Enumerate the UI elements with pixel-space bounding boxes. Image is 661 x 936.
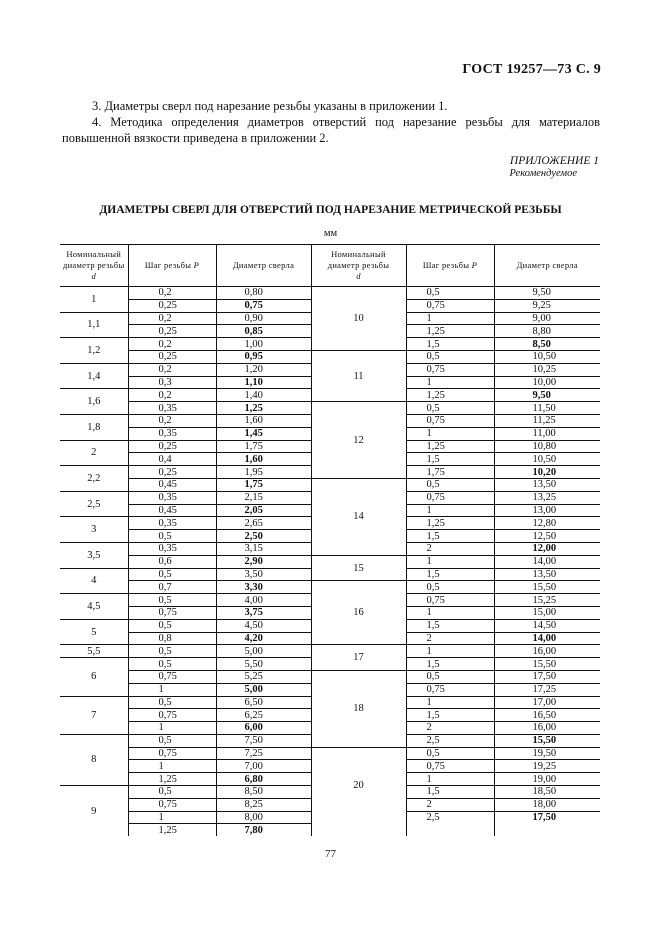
nominal-diameter-cell: 4,5 (60, 594, 128, 620)
table-row (60, 645, 600, 658)
thread-pitch-cell: 0,75 (406, 299, 494, 312)
nominal-diameter-cell: 1 (60, 287, 128, 313)
drill-diameter-cell: 1,95 (216, 466, 311, 479)
thread-pitch-cell: 1 (406, 504, 494, 517)
table-body (60, 287, 600, 837)
thread-pitch-cell: 1 (128, 722, 216, 735)
thread-pitch-cell: 1 (406, 606, 494, 619)
page-number: 77 (325, 848, 336, 860)
table-row (60, 747, 600, 760)
header-pitch-label: Шаг резьбы (422, 260, 470, 270)
header-pitch-symbol: P (471, 260, 478, 270)
header-nominal-symbol: d (91, 271, 97, 281)
thread-pitch-cell: 0,5 (128, 658, 216, 671)
thread-pitch-cell: 0,2 (128, 363, 216, 376)
thread-pitch-cell: 0,25 (128, 440, 216, 453)
drill-diameter-cell: 1,60 (216, 414, 311, 427)
drill-diameter-cell: 5,50 (216, 658, 311, 671)
appendix-status: Рекомендуемое (509, 168, 577, 179)
nominal-diameter-cell: 1,2 (60, 338, 128, 364)
thread-pitch-cell: 0,35 (128, 517, 216, 530)
thread-pitch-cell: 0,5 (406, 747, 494, 760)
thread-pitch-cell: 0,5 (406, 581, 494, 594)
drill-diameter-cell: 11,00 (494, 427, 600, 440)
thread-pitch-cell: 1 (128, 811, 216, 824)
thread-pitch-cell: 0,5 (128, 530, 216, 543)
header-pitch-symbol: P (193, 260, 200, 270)
thread-pitch-cell: 1,25 (128, 824, 216, 836)
thread-pitch-cell: 0,35 (128, 402, 216, 415)
drill-diameter-cell: 1,10 (216, 376, 311, 389)
drill-diameter-cell: 10,80 (494, 440, 600, 453)
thread-pitch-cell: 0,75 (406, 414, 494, 427)
thread-pitch-cell: 1,75 (406, 466, 494, 479)
drill-diameter-cell: 10,50 (494, 350, 600, 363)
drill-diameter-cell: 15,25 (494, 594, 600, 607)
thread-pitch-cell: 0,5 (128, 786, 216, 799)
nominal-diameter-cell: 1,6 (60, 389, 128, 415)
thread-pitch-cell: 1,25 (406, 325, 494, 338)
drill-diameter-cell: 3,50 (216, 568, 311, 581)
thread-pitch-cell: 1,25 (406, 440, 494, 453)
thread-pitch-cell: 0,2 (128, 312, 216, 325)
nominal-diameter-cell: 1,8 (60, 414, 128, 440)
thread-pitch-cell: 0,7 (128, 581, 216, 594)
thread-pitch-cell: 0,75 (128, 798, 216, 811)
drill-diameter-cell: 2,15 (216, 491, 311, 504)
thread-pitch-cell: 1,5 (406, 786, 494, 799)
empty-cell (406, 824, 494, 836)
thread-pitch-cell: 2 (406, 542, 494, 555)
drill-diameter-cell: 2,50 (216, 530, 311, 543)
drill-diameter-cell: 4,50 (216, 619, 311, 632)
header-drill-left: Диаметр сверла (216, 245, 311, 287)
drill-diameter-cell: 9,50 (494, 389, 600, 402)
thread-pitch-cell: 2 (406, 722, 494, 735)
drill-diameter-table (60, 244, 600, 836)
thread-pitch-cell: 0,75 (406, 683, 494, 696)
thread-pitch-cell: 0,25 (128, 325, 216, 338)
header-nominal-right (311, 245, 406, 287)
thread-pitch-cell: 1,25 (406, 517, 494, 530)
drill-diameter-cell: 10,20 (494, 466, 600, 479)
drill-diameter-cell: 0,90 (216, 312, 311, 325)
drill-diameter-cell: 0,75 (216, 299, 311, 312)
drill-diameter-cell: 5,00 (216, 645, 311, 658)
drill-diameter-cell: 3,75 (216, 606, 311, 619)
drill-diameter-cell: 3,15 (216, 542, 311, 555)
drill-diameter-cell: 19,25 (494, 760, 600, 773)
thread-pitch-cell: 2,5 (406, 734, 494, 747)
drill-diameter-cell: 7,25 (216, 747, 311, 760)
drill-diameter-cell: 14,00 (494, 632, 600, 645)
empty-cell (494, 824, 600, 836)
drill-diameter-cell: 4,20 (216, 632, 311, 645)
thread-pitch-cell: 0,75 (128, 606, 216, 619)
thread-pitch-cell: 2 (406, 632, 494, 645)
drill-diameter-cell: 15,00 (494, 606, 600, 619)
thread-pitch-cell: 1,5 (406, 453, 494, 466)
nominal-diameter-cell: 1,1 (60, 312, 128, 338)
nominal-diameter-cell: 20 (311, 747, 406, 824)
thread-pitch-cell: 0,2 (128, 389, 216, 402)
nominal-diameter-cell: 5 (60, 619, 128, 645)
drill-diameter-cell: 15,50 (494, 581, 600, 594)
drill-diameter-cell: 2,65 (216, 517, 311, 530)
nominal-diameter-cell: 10 (311, 287, 406, 351)
paragraph-4: 4. Методика определения диаметров отверстий под нарезание резьбы для материалов повышенной вязкости приведена в приложении 2. (62, 115, 600, 145)
nominal-diameter-cell: 2 (60, 440, 128, 466)
thread-pitch-cell: 0,75 (406, 363, 494, 376)
thread-pitch-cell: 1 (406, 555, 494, 568)
thread-pitch-cell: 0,5 (406, 478, 494, 491)
thread-pitch-cell: 0,2 (128, 338, 216, 351)
thread-pitch-cell: 1 (128, 683, 216, 696)
table-row (60, 478, 600, 491)
header-pitch-right (406, 245, 494, 287)
thread-pitch-cell: 1,5 (406, 619, 494, 632)
drill-diameter-cell: 1,75 (216, 478, 311, 491)
header-pitch-label: Шаг резьбы (144, 260, 192, 270)
table-row (60, 581, 600, 594)
header-pitch-left (128, 245, 216, 287)
thread-pitch-cell: 0,5 (406, 670, 494, 683)
thread-pitch-cell: 2,5 (406, 811, 494, 824)
thread-pitch-cell: 0,3 (128, 376, 216, 389)
drill-diameter-cell: 5,25 (216, 670, 311, 683)
drill-diameter-cell: 15,50 (494, 734, 600, 747)
nominal-diameter-cell: 1,4 (60, 363, 128, 389)
thread-pitch-cell: 0,75 (406, 594, 494, 607)
table-row (60, 555, 600, 568)
drill-diameter-cell: 6,25 (216, 709, 311, 722)
drill-diameter-cell: 17,50 (494, 811, 600, 824)
drill-diameter-cell: 16,00 (494, 722, 600, 735)
thread-pitch-cell: 1,5 (406, 658, 494, 671)
thread-pitch-cell: 0,5 (128, 594, 216, 607)
nominal-diameter-cell: 16 (311, 581, 406, 645)
table-units: мм (323, 228, 338, 239)
drill-diameter-cell: 12,80 (494, 517, 600, 530)
thread-pitch-cell: 0,4 (128, 453, 216, 466)
table-title: ДИАМЕТРЫ СВЕРЛ ДЛЯ ОТВЕРСТИЙ ПОД НАРЕЗАНИЕ МЕТРИЧЕСКОЙ РЕЗЬБЫ (99, 204, 562, 216)
table-row (60, 670, 600, 683)
drill-diameter-cell: 11,25 (494, 414, 600, 427)
thread-pitch-cell: 1,5 (406, 709, 494, 722)
drill-diameter-cell: 10,50 (494, 453, 600, 466)
drill-diameter-cell: 7,50 (216, 734, 311, 747)
drill-diameter-cell: 6,00 (216, 722, 311, 735)
table-header-row (60, 245, 600, 287)
header-nominal-line1: Номинальный (331, 249, 386, 259)
drill-diameter-cell: 4,00 (216, 594, 311, 607)
nominal-diameter-cell: 2,2 (60, 466, 128, 492)
drill-diameter-cell: 17,25 (494, 683, 600, 696)
nominal-diameter-cell: 4 (60, 568, 128, 594)
nominal-diameter-cell: 8 (60, 734, 128, 785)
thread-pitch-cell: 0,25 (128, 299, 216, 312)
drill-diameter-cell: 10,25 (494, 363, 600, 376)
drill-diameter-cell: 0,80 (216, 287, 311, 300)
drill-diameter-cell: 14,00 (494, 555, 600, 568)
drill-diameter-cell: 12,50 (494, 530, 600, 543)
empty-cell (311, 824, 406, 836)
drill-diameter-cell: 1,45 (216, 427, 311, 440)
thread-pitch-cell: 1 (406, 696, 494, 709)
thread-pitch-cell: 0,8 (128, 632, 216, 645)
thread-pitch-cell: 0,5 (128, 734, 216, 747)
header-drill-right: Диаметр сверла (494, 245, 600, 287)
drill-diameter-cell: 1,60 (216, 453, 311, 466)
nominal-diameter-cell: 5,5 (60, 645, 128, 658)
drill-diameter-cell: 13,50 (494, 568, 600, 581)
drill-diameter-cell: 18,00 (494, 798, 600, 811)
thread-pitch-cell: 0,75 (406, 491, 494, 504)
drill-diameter-cell: 18,50 (494, 786, 600, 799)
thread-pitch-cell: 1 (406, 427, 494, 440)
nominal-diameter-cell: 2,5 (60, 491, 128, 517)
drill-diameter-cell: 1,25 (216, 402, 311, 415)
thread-pitch-cell: 0,35 (128, 427, 216, 440)
drill-diameter-cell: 0,95 (216, 350, 311, 363)
drill-diameter-cell: 6,50 (216, 696, 311, 709)
drill-diameter-cell: 10,00 (494, 376, 600, 389)
drill-diameter-cell: 17,50 (494, 670, 600, 683)
thread-pitch-cell: 0,5 (128, 568, 216, 581)
thread-pitch-cell: 2 (406, 798, 494, 811)
drill-diameter-cell: 13,50 (494, 478, 600, 491)
thread-pitch-cell: 0,5 (406, 402, 494, 415)
header-nominal-line2: диаметр резьбы (62, 260, 125, 270)
thread-pitch-cell: 0,75 (128, 670, 216, 683)
drill-diameter-cell: 13,00 (494, 504, 600, 517)
thread-pitch-cell: 0,5 (406, 287, 494, 300)
nominal-diameter-cell: 3 (60, 517, 128, 543)
thread-pitch-cell: 0,35 (128, 542, 216, 555)
drill-diameter-cell: 0,85 (216, 325, 311, 338)
drill-diameter-cell: 9,00 (494, 312, 600, 325)
nominal-diameter-cell: 11 (311, 350, 406, 401)
drill-diameter-cell: 11,50 (494, 402, 600, 415)
header-nominal-symbol: d (356, 271, 361, 281)
nominal-diameter-cell: 3,5 (60, 542, 128, 568)
drill-diameter-cell: 8,00 (216, 811, 311, 824)
drill-diameter-cell: 19,00 (494, 773, 600, 786)
drill-diameter-cell: 8,50 (494, 338, 600, 351)
nominal-diameter-cell: 15 (311, 555, 406, 581)
paragraph-3: 3. Диаметры сверл под нарезание резьбы указаны в приложении 1. (92, 99, 448, 113)
drill-diameter-cell: 6,80 (216, 773, 311, 786)
thread-pitch-cell: 0,75 (406, 760, 494, 773)
drill-diameter-cell: 15,50 (494, 658, 600, 671)
thread-pitch-cell: 0,75 (128, 747, 216, 760)
header-nominal-left (60, 245, 128, 287)
drill-diameter-cell: 9,50 (494, 287, 600, 300)
thread-pitch-cell: 0,5 (128, 696, 216, 709)
thread-pitch-cell: 1 (406, 773, 494, 786)
nominal-diameter-cell: 6 (60, 658, 128, 696)
thread-pitch-cell: 1 (406, 312, 494, 325)
nominal-diameter-cell: 18 (311, 670, 406, 747)
thread-pitch-cell: 0,2 (128, 287, 216, 300)
nominal-diameter-cell: 14 (311, 478, 406, 555)
table-row (60, 350, 600, 363)
drill-diameter-cell: 8,50 (216, 786, 311, 799)
thread-pitch-cell: 0,35 (128, 491, 216, 504)
drill-diameter-cell: 13,25 (494, 491, 600, 504)
drill-diameter-cell: 2,90 (216, 555, 311, 568)
appendix-label: ПРИЛОЖЕНИЕ 1 (509, 155, 599, 167)
drill-diameter-cell: 19,50 (494, 747, 600, 760)
drill-diameter-cell: 12,00 (494, 542, 600, 555)
drill-diameter-cell: 1,20 (216, 363, 311, 376)
drill-diameter-cell: 7,80 (216, 824, 311, 836)
drill-diameter-cell: 8,80 (494, 325, 600, 338)
thread-pitch-cell: 1,5 (406, 338, 494, 351)
thread-pitch-cell: 0,25 (128, 466, 216, 479)
drill-diameter-cell: 3,30 (216, 581, 311, 594)
thread-pitch-cell: 0,2 (128, 414, 216, 427)
page-header: ГОСТ 19257—73 С. 9 (462, 62, 601, 77)
drill-diameter-cell: 17,00 (494, 696, 600, 709)
thread-pitch-cell: 1 (406, 376, 494, 389)
table-row (60, 287, 600, 300)
drill-diameter-cell: 8,25 (216, 798, 311, 811)
drill-diameter-cell: 16,50 (494, 709, 600, 722)
thread-pitch-cell: 0,5 (406, 350, 494, 363)
table-row (60, 402, 600, 415)
thread-pitch-cell: 0,25 (128, 350, 216, 363)
drill-diameter-cell: 1,75 (216, 440, 311, 453)
drill-diameter-cell: 5,00 (216, 683, 311, 696)
nominal-diameter-cell: 17 (311, 645, 406, 671)
drill-diameter-cell: 14,50 (494, 619, 600, 632)
thread-pitch-cell: 0,5 (128, 619, 216, 632)
drill-diameter-cell: 1,40 (216, 389, 311, 402)
drill-diameter-cell: 7,00 (216, 760, 311, 773)
thread-pitch-cell: 1,5 (406, 568, 494, 581)
header-nominal-line2: диаметр резьбы (327, 260, 390, 270)
drill-diameter-cell: 9,25 (494, 299, 600, 312)
thread-pitch-cell: 1,5 (406, 530, 494, 543)
thread-pitch-cell: 1,25 (128, 773, 216, 786)
header-nominal-line1: Номинальный (66, 249, 122, 259)
drill-diameter-cell: 16,00 (494, 645, 600, 658)
thread-pitch-cell: 0,75 (128, 709, 216, 722)
thread-pitch-cell: 0,45 (128, 478, 216, 491)
thread-pitch-cell: 1 (406, 645, 494, 658)
thread-pitch-cell: 1,25 (406, 389, 494, 402)
thread-pitch-cell: 0,5 (128, 645, 216, 658)
thread-pitch-cell: 0,6 (128, 555, 216, 568)
nominal-diameter-cell: 7 (60, 696, 128, 734)
drill-diameter-cell: 2,05 (216, 504, 311, 517)
nominal-diameter-cell: 12 (311, 402, 406, 479)
thread-pitch-cell: 1 (128, 760, 216, 773)
nominal-diameter-cell: 9 (60, 786, 128, 837)
thread-pitch-cell: 0,45 (128, 504, 216, 517)
table-row (60, 824, 600, 836)
drill-diameter-cell: 1,00 (216, 338, 311, 351)
